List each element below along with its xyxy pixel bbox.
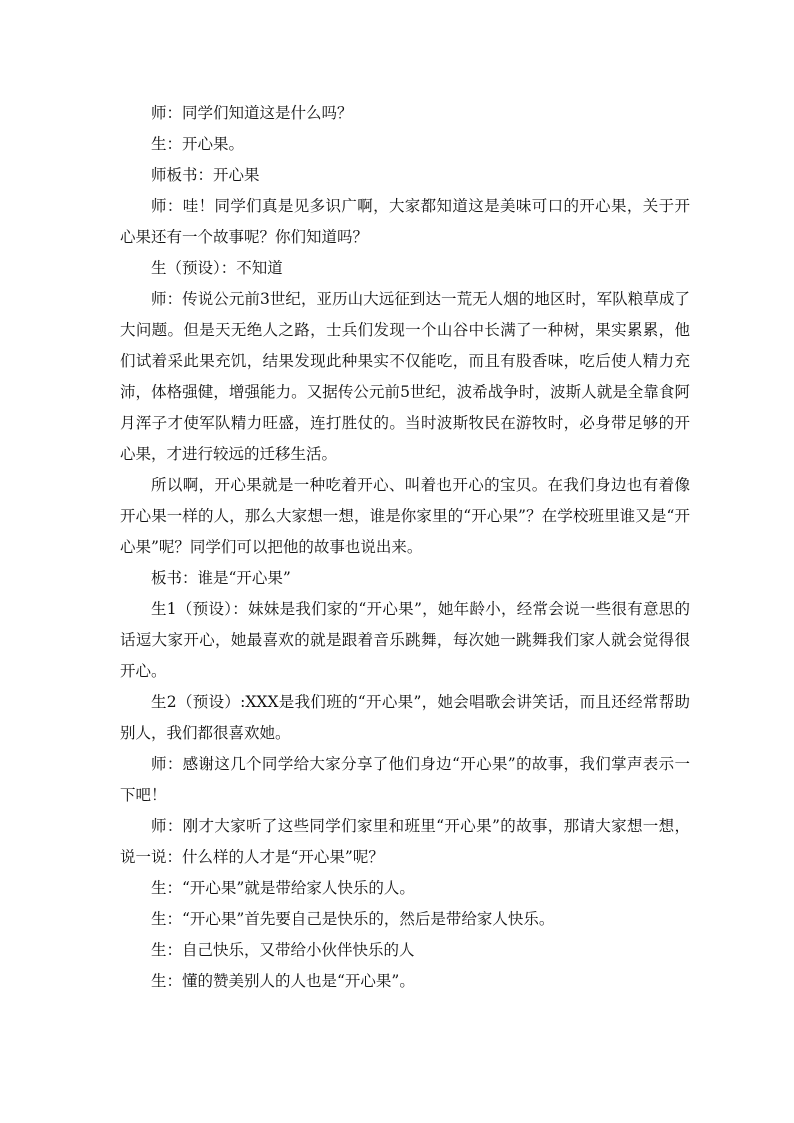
paragraph-board-who: 板书：谁是“开心果”	[151, 569, 291, 587]
paragraph-teacher-question: 师：同学们知道这是什么吗？	[151, 104, 353, 122]
paragraph-teacher-reflect: 师：刚才大家听了这些同学们家里和班里“开心果”的故事，那请大家想一想，说一说：什么样的人才是“开心果”呢？	[120, 817, 690, 866]
paragraph-teacher-story-intro: 师：哇！同学们真是见多识广啊，大家都知道这是美味可口的开心果，关于开心果还有一个故事呢？你们知道吗？	[120, 197, 690, 246]
paragraph-student-answer-1: 生：“开心果”就是带给家人快乐的人。	[151, 879, 415, 897]
paragraph-board-writing: 师板书：开心果	[151, 166, 260, 184]
paragraph-student-answer: 生：开心果。	[151, 135, 245, 153]
paragraph-student-answer-3: 生：自己快乐，又带给小伙伴快乐的人	[151, 941, 415, 959]
paragraph-student-answer-4: 生：懂的赞美别人的人也是“开心果”。	[151, 972, 415, 990]
paragraph-teacher-thanks: 师：感谢这几个同学给大家分享了他们身边“开心果”的故事，我们掌声表示一下吧！	[120, 755, 690, 804]
paragraph-student2: 生2（预设）:XXX是我们班的“开心果”，她会唱歌会讲笑话，而且还经常帮助别人，我们都很喜欢她。	[120, 693, 690, 742]
paragraph-student-answer-2: 生：“开心果”首先要自己是快乐的，然后是带给家人快乐。	[151, 910, 555, 928]
paragraph-student1: 生1（预设）：妹妹是我们家的“开心果”，她年龄小，经常会说一些很有意思的话逗大家开心，她最喜欢的就是跟着音乐跳舞，每次她一跳舞我们家人就会觉得很开心。	[120, 600, 690, 680]
paragraph-student-preset: 生（预设）：不知道	[151, 259, 283, 277]
paragraph-teacher-legend: 师：传说公元前3世纪，亚历山大远征到达一荒无人烟的地区时，军队粮草成了大问题。但是天无绝人之路，士兵们发现一个山谷中长满了一种树，果实累累，他们试着采此果充饥，结果发现此种果实不仅能吃，而且有股香味，吃后使人精力充沛，体格强健，增强能力。又据传公元前5世纪，波希战争时，波斯人就是全靠食阿月浑子才使军队精力旺盛，连打胜仗的。当时波斯牧民在游牧时，必身带足够的开心果，才进行较远的迁移生活。	[120, 290, 690, 463]
paragraph-summary: 所以啊，开心果就是一种吃着开心、叫着也开心的宝贝。在我们身边也有着像开心果一样的人，那么大家想一想，谁是你家里的“开心果”？在学校班里谁又是“开心果”呢？同学们可以把他的故事也说出来。	[120, 476, 690, 556]
